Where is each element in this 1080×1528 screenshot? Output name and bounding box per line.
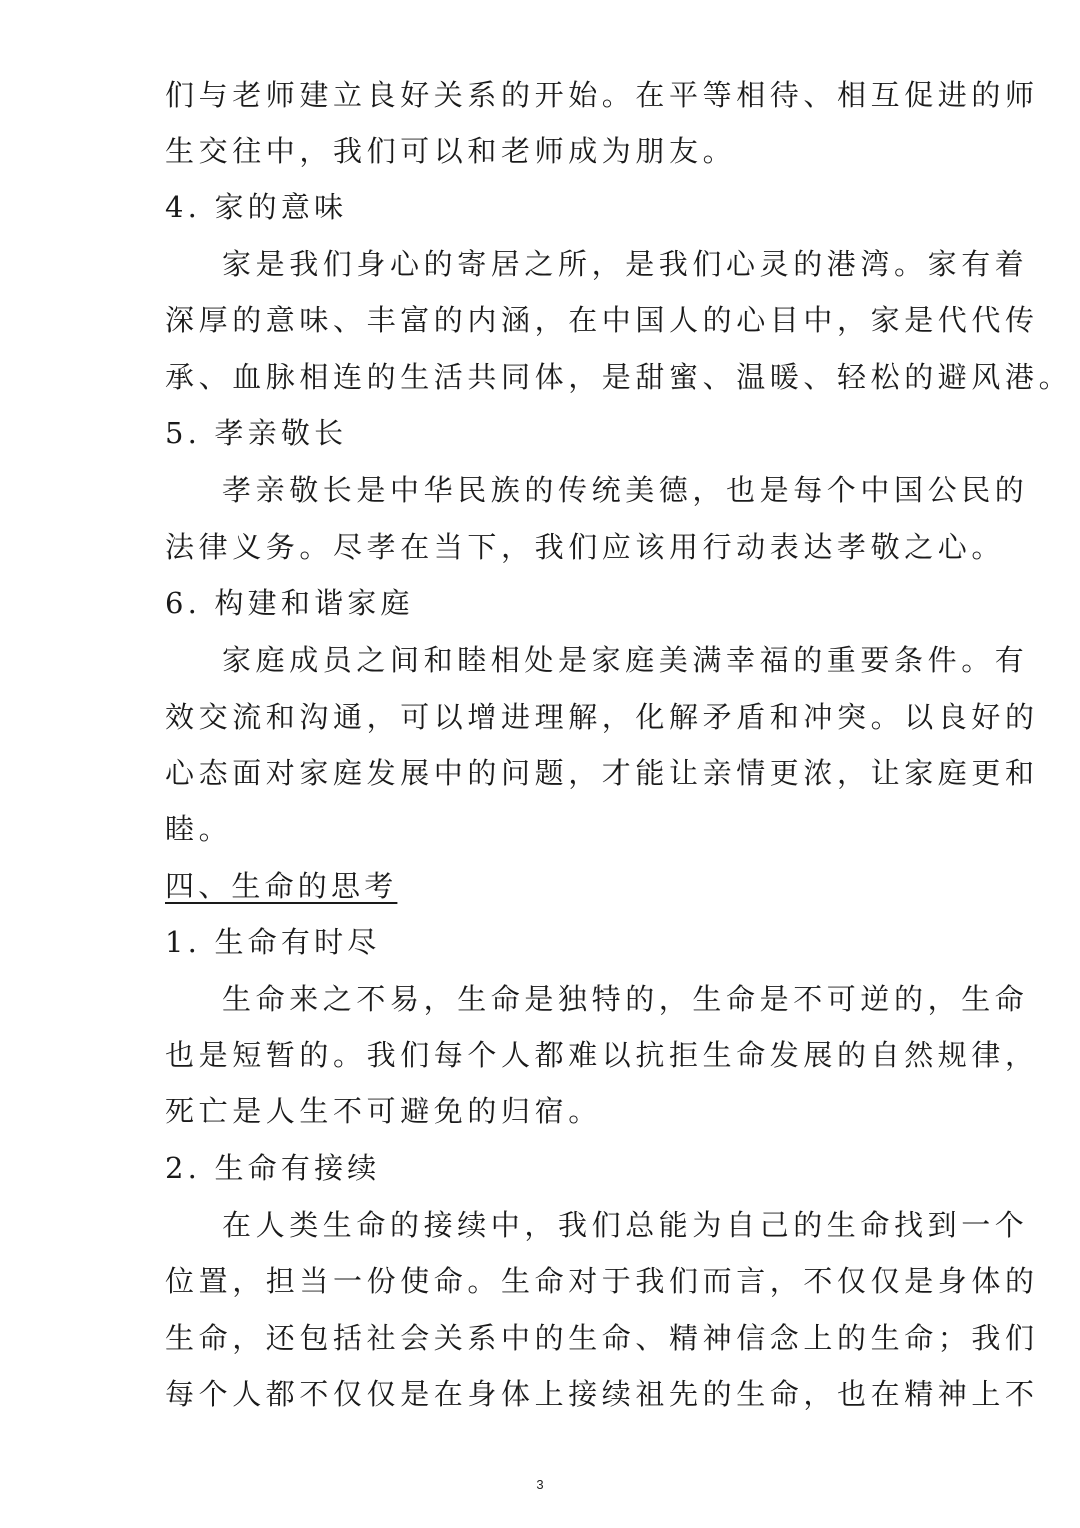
paragraph-line: 每个人都不仅仅是在身体上接续祖先的生命，也在精神上不 <box>165 1377 1039 1411</box>
subsection-heading: 5. 孝亲敬长 <box>165 416 348 450</box>
subsection-heading: 6. 构建和谐家庭 <box>165 586 414 620</box>
paragraph-line: 睦。 <box>165 812 233 846</box>
paragraph-line: 死亡是人生不可避免的归宿。 <box>165 1094 602 1128</box>
paragraph-line: 家庭成员之间和睦相处是家庭美满幸福的重要条件。有 <box>222 643 1029 677</box>
paragraph-line: 家是我们身心的寄居之所，是我们心灵的港湾。家有着 <box>222 247 1029 281</box>
paragraph-line: 承、血脉相连的生活共同体，是甜蜜、温暖、轻松的避风港。 <box>165 360 1073 394</box>
paragraph-line: 也是短暂的。我们每个人都难以抗拒生命发展的自然规律， <box>165 1038 1039 1072</box>
subsection-heading: 2. 生命有接续 <box>165 1151 381 1185</box>
paragraph-line: 孝亲敬长是中华民族的传统美德，也是每个中国公民的 <box>222 473 1029 507</box>
paragraph-line: 生命来之不易，生命是独特的，生命是不可逆的，生命 <box>222 982 1029 1016</box>
section-heading: 四、生命的思考 <box>165 869 398 903</box>
paragraph-line: 效交流和沟通，可以增进理解，化解矛盾和冲突。以良好的 <box>165 700 1039 734</box>
paragraph-line: 法律义务。尽孝在当下，我们应该用行动表达孝敬之心。 <box>165 530 1006 564</box>
subsection-heading: 1. 生命有时尽 <box>165 925 381 959</box>
page-number: 3 <box>536 1477 544 1492</box>
subsection-heading: 4. 家的意味 <box>165 190 348 224</box>
paragraph-line: 位置，担当一份使命。生命对于我们而言，不仅仅是身体的 <box>165 1264 1039 1298</box>
paragraph-line: 深厚的意味、丰富的内涵，在中国人的心目中，家是代代传 <box>165 303 1039 337</box>
paragraph-line: 生交往中，我们可以和老师成为朋友。 <box>165 134 737 168</box>
paragraph-line: 在人类生命的接续中，我们总能为自己的生命找到一个 <box>222 1208 1029 1242</box>
paragraph-line: 心态面对家庭发展中的问题，才能让亲情更浓，让家庭更和 <box>165 756 1039 790</box>
paragraph-line: 生命，还包括社会关系中的生命、精神信念上的生命；我们 <box>165 1321 1039 1355</box>
paragraph-line: 们与老师建立良好关系的开始。在平等相待、相互促进的师 <box>165 78 1039 112</box>
